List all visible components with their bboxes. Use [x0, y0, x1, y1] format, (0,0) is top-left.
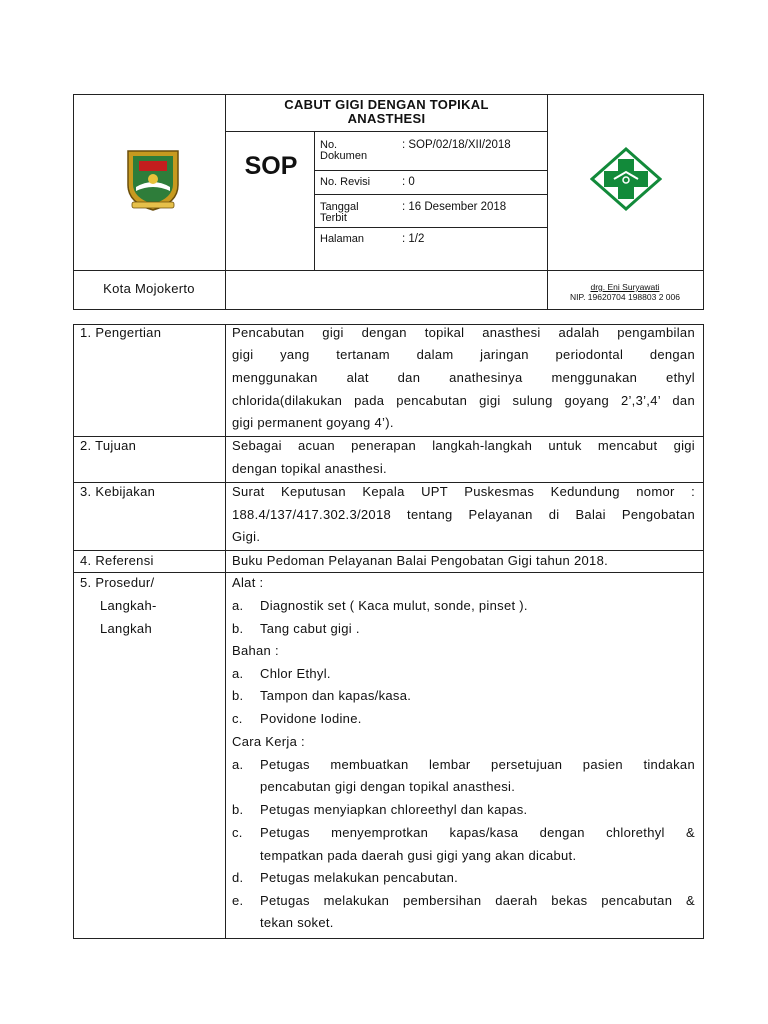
section-label-prosedur-3: Langkah — [100, 621, 152, 636]
alat-item-number: b. — [232, 621, 244, 636]
sop-label: SOP — [244, 152, 298, 180]
pengertian-line: gigi permanent goyang 4’). — [232, 415, 394, 430]
section-label-pengertian: 1. Pengertian — [80, 325, 162, 340]
alat-item: Diagnostik set ( Kaca mulut, sonde, pinset ). — [260, 598, 528, 613]
bahan-item-number: b. — [232, 688, 244, 703]
alat-item: Tang cabut gigi . — [260, 621, 360, 636]
cara-kerja-step: Petugas melakukan pembersihan daerah bekas pencabutan & — [260, 893, 695, 908]
no-dokumen-label — [320, 140, 367, 162]
tanggal-label-line-2: Terbit — [320, 212, 347, 224]
bahan-item-number: a. — [232, 666, 244, 681]
tujuan-line: dengan topikal anasthesi. — [232, 461, 387, 476]
halaman-value: : 1/2 — [402, 233, 425, 245]
tujuan-line: Sebagai acuan penerapan langkah-langkah untuk mencabut gigi — [232, 438, 695, 453]
pengertian-line: Pencabutan gigi dengan topikal anasthesi adalah pengambilan — [232, 325, 695, 340]
no-revisi-label: No. Revisi — [320, 176, 371, 188]
cara-kerja-number: c. — [232, 825, 243, 840]
document-title-line-1: CABUT GIGI DENGAN TOPIKAL — [284, 97, 489, 112]
cara-kerja-step: Petugas membuatkan lembar persetujuan pasien tindakan — [260, 757, 695, 772]
cara-kerja-step-cont: tempatkan pada daerah gusi gigi yang akan dicabut. — [260, 848, 577, 863]
cara-kerja-step-cont: tekan soket. — [260, 915, 334, 930]
kebijakan-line: Gigi. — [232, 529, 261, 544]
document-title — [226, 98, 547, 126]
section-label-prosedur-2: Langkah- — [100, 598, 157, 613]
signatory-nip: NIP. 19620704 198803 2 006 — [570, 292, 680, 302]
city-name: Kota Mojokerto — [103, 281, 195, 296]
cara-kerja-number: e. — [232, 893, 244, 908]
section-label-referensi: 4. Referensi — [80, 553, 154, 568]
cara-kerja-step-cont: pencabutan gigi dengan topikal anasthesi. — [260, 779, 516, 794]
tanggal-terbit-value: : 16 Desember 2018 — [402, 201, 507, 213]
pengertian-line: chlorida(dilakukan pada pencabutan gigi sulung goyang 2’,3’,4’ dan — [232, 393, 695, 408]
no-dokumen-label-line-2: Dokumen — [320, 150, 368, 162]
section-label-prosedur: 5. Prosedur/ — [80, 575, 155, 590]
pengertian-line: menggunakan alat dan anathesinya menggunakan ethyl — [232, 370, 695, 385]
document-title-line-2: ANASTHESI — [347, 111, 426, 126]
cara-kerja-number: a. — [232, 757, 244, 772]
section-label-tujuan: 2. Tujuan — [80, 438, 137, 453]
cara-kerja-step: Petugas menyemprotkan kapas/kasa dengan chlorethyl & — [260, 825, 695, 840]
cara-kerja-number: d. — [232, 870, 244, 885]
kebijakan-line: Surat Keputusan Kepala UPT Puskesmas Kedundung nomor : — [232, 484, 695, 499]
alat-heading: Alat : — [232, 575, 264, 590]
bahan-item-number: c. — [232, 711, 243, 726]
signatory-name: drg. Eni Suryawati — [590, 282, 660, 292]
puskesmas-logo — [590, 147, 662, 211]
cara-kerja-step: Petugas melakukan pencabutan. — [260, 870, 459, 885]
tanggal-label-line-1: Tanggal — [320, 201, 359, 213]
cara-kerja-step: Petugas menyiapkan chloreethyl dan kapas. — [260, 802, 528, 817]
referensi-line: Buku Pedoman Pelayanan Balai Pengobatan Gigi tahun 2018. — [232, 553, 609, 568]
no-dokumen-label-line-1: No. — [320, 139, 338, 151]
halaman-label: Halaman — [320, 233, 365, 245]
tanggal-terbit-label — [320, 202, 359, 224]
section-label-kebijakan: 3. Kebijakan — [80, 484, 156, 499]
pengertian-line: gigi yang tertanam dalam jaringan periodontal dengan — [232, 347, 695, 362]
bahan-item: Chlor Ethyl. — [260, 666, 331, 681]
no-revisi-value: : 0 — [402, 176, 415, 188]
alat-item-number: a. — [232, 598, 244, 613]
bahan-item: Povidone Iodine. — [260, 711, 362, 726]
bahan-item: Tampon dan kapas/kasa. — [260, 688, 412, 703]
cara-kerja-number: b. — [232, 802, 244, 817]
bahan-heading: Bahan : — [232, 643, 279, 658]
kebijakan-line: 188.4/137/417.302.3/2018 tentang Pelayanan di Balai Pengobatan — [232, 507, 695, 522]
city-crest-logo — [124, 147, 182, 213]
no-dokumen-value: : SOP/02/18/XII/2018 — [402, 139, 511, 151]
cara-kerja-heading: Cara Kerja : — [232, 734, 305, 749]
